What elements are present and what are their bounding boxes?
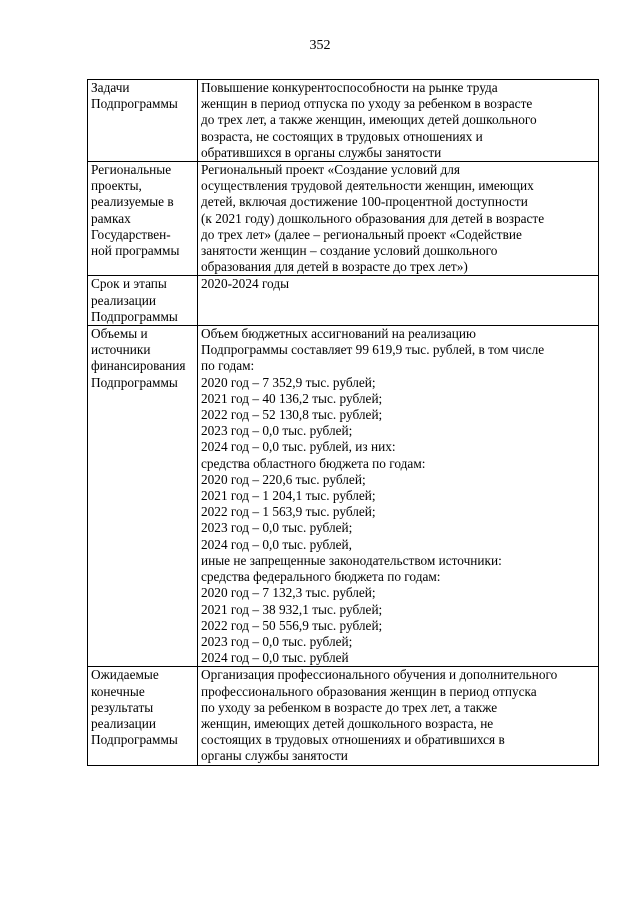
row-content-line: детей, включая достижение 100-процентной доступности <box>201 194 528 210</box>
row-content-cell <box>198 80 599 162</box>
subprogram-passport-table <box>87 79 599 766</box>
row-content-line: до трех лет» (далее – региональный проект «Содействие <box>201 226 522 242</box>
row-label-line: Региональные <box>91 162 172 178</box>
row-label-line: Ожидаемые <box>91 667 159 683</box>
row-content-line: по годам: <box>201 358 255 374</box>
row-label-cell <box>88 162 198 276</box>
row-content-line: средства областного бюджета по годам: <box>201 455 426 471</box>
row-content-line: 2021 год – 1 204,1 тыс. рублей; <box>201 488 376 504</box>
row-content-line: 2024 год – 0,0 тыс. рублей <box>201 650 349 666</box>
row-content-cell <box>198 276 599 326</box>
row-content-cell <box>198 162 599 276</box>
row-label-cell <box>88 80 198 162</box>
row-content-line: 2022 год – 52 130,8 тыс. рублей; <box>201 407 383 423</box>
row-content-line: 2020 год – 220,6 тыс. рублей; <box>201 471 366 487</box>
row-label-line: Подпрограммы <box>91 732 178 748</box>
row-label-line: конечные <box>91 683 145 699</box>
row-label-line: реализации <box>91 715 156 731</box>
row-label-line: Задачи <box>91 80 130 95</box>
row-content-line: до трех лет, а также женщин, имеющих детей дошкольного <box>201 112 537 128</box>
row-content-line: 2020-2024 годы <box>201 276 290 292</box>
row-content-line: 2022 год – 1 563,9 тыс. рублей; <box>201 504 376 520</box>
row-label-cell <box>88 326 198 667</box>
row-content-line: 2021 год – 38 932,1 тыс. рублей; <box>201 601 383 617</box>
row-content-line: занятости женщин – создание условий дошкольного <box>201 243 498 259</box>
row-content-line: 2024 год – 0,0 тыс. рублей, из них: <box>201 439 396 455</box>
row-label-cell <box>88 667 198 765</box>
row-content-cell <box>198 667 599 765</box>
row-label-line: ной программы <box>91 243 180 259</box>
row-content-line: 2020 год – 7 352,9 тыс. рублей; <box>201 374 376 390</box>
row-content-line: по уходу за ребенком в возрасте до трех лет, а также <box>201 699 498 715</box>
row-content-line: Организация профессионального обучения и дополнительного <box>201 667 558 683</box>
row-label-line: Объемы и <box>91 326 148 342</box>
row-content-line: 2023 год – 0,0 тыс. рублей; <box>201 423 353 439</box>
page-number: 352 <box>309 38 331 53</box>
row-label-line: Срок и этапы <box>91 276 167 292</box>
row-content-line: женщин, имеющих детей дошкольного возраста, не <box>201 715 494 731</box>
row-content-line: Повышение конкурентоспособности на рынке труда <box>201 80 498 95</box>
row-content-line: женщин в период отпуска по уходу за ребенком в возрасте <box>201 96 533 112</box>
row-content-line: средства федерального бюджета по годам: <box>201 569 441 585</box>
row-label-line: реализации <box>91 292 156 308</box>
row-content-line: 2024 год – 0,0 тыс. рублей, <box>201 536 352 552</box>
row-content-line: профессионального образования женщин в период отпуска <box>201 683 537 699</box>
row-content-line: Подпрограммы составляет 99 619,9 тыс. рублей, в том числе <box>201 342 545 358</box>
row-label-line: проекты, <box>91 178 142 194</box>
row-label-line: Подпрограммы <box>91 308 178 324</box>
row-label-line: источники <box>91 342 151 358</box>
row-content-line: образования для детей в возрасте до трех лет») <box>201 259 468 275</box>
row-content-line: Региональный проект «Создание условий для <box>201 162 461 178</box>
row-content-line: 2023 год – 0,0 тыс. рублей; <box>201 633 353 649</box>
row-content-line: органы службы занятости <box>201 748 348 764</box>
row-content-line: 2021 год – 40 136,2 тыс. рублей; <box>201 390 383 406</box>
row-content-line: 2023 год – 0,0 тыс. рублей; <box>201 520 353 536</box>
row-content-line: иные не запрещенные законодательством источники: <box>201 552 502 568</box>
table-row <box>88 667 599 765</box>
row-label-cell <box>88 276 198 326</box>
row-content-line: (к 2021 году) дошкольного образования для детей в возрасте <box>201 210 545 226</box>
table-row <box>88 80 599 162</box>
row-content-line: состоящих в трудовых отношениях и обратившихся в <box>201 732 505 748</box>
table-row <box>88 162 599 276</box>
row-label-line: Подпрограммы <box>91 96 178 112</box>
row-content-line: осуществления трудовой деятельности женщин, имеющих <box>201 178 534 194</box>
row-content-line: 2022 год – 50 556,9 тыс. рублей; <box>201 617 383 633</box>
row-label-line: Подпрограммы <box>91 374 178 390</box>
row-label-line: реализуемые в <box>91 194 174 210</box>
row-content-line: возраста, не состоящих в трудовых отношениях и <box>201 128 483 144</box>
row-label-line: рамках <box>91 210 131 226</box>
row-label-line: результаты <box>91 699 154 715</box>
row-label-line: Государствен- <box>91 226 171 242</box>
row-content-line: 2020 год – 7 132,3 тыс. рублей; <box>201 585 376 601</box>
row-content-line: Объем бюджетных ассигнований на реализацию <box>201 326 476 342</box>
table-row <box>88 276 599 326</box>
row-label-line: финансирования <box>91 358 186 374</box>
table-row <box>88 326 599 667</box>
row-content-cell <box>198 326 599 667</box>
row-content-line: обратившихся в органы службы занятости <box>201 144 442 160</box>
